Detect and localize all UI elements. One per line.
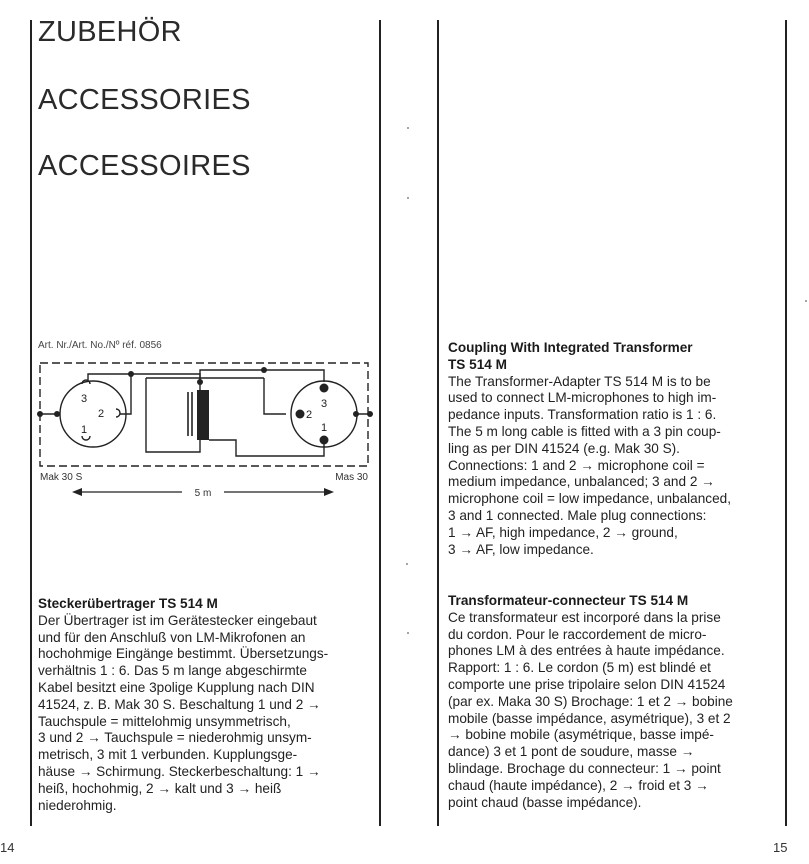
wire-right-pin2: [264, 378, 286, 414]
english-line: medium impedance, unbalanced; 3 and 2 →: [448, 474, 715, 490]
german-line: Tauchspule = mittelohmig unsymmetrisch,: [38, 713, 291, 729]
french-line: mobile (basse impédance, asymétrique), 3 et 2: [448, 710, 731, 726]
transformer-coil: [197, 390, 209, 440]
cable-length-label: 5 m: [194, 488, 212, 499]
french-line: Ce transformateur est incorporé dans la prise: [448, 609, 721, 625]
english-line: The 5 m long cable is fitted with a 3 pin coup-: [448, 423, 721, 439]
english-line: 3 → AF, low impedance.: [448, 541, 594, 557]
german-line: heiß, hochohmig, 2 → kalt und 3 → heiß: [38, 780, 282, 796]
english-line: Connections: 1 and 2 → microphone coil =: [448, 457, 705, 473]
title-english: ACCESSORIES: [38, 84, 251, 116]
wiring-diagram: [36, 356, 374, 502]
french-section: [448, 593, 784, 811]
junction-dot: [261, 367, 267, 373]
scan-speck: [407, 127, 409, 129]
french-line: dance) 3 et 1 pont de soudure, masse →: [448, 744, 695, 760]
german-line: metrisch, 3 mit 1 verbunden. Kupplungsge-: [38, 747, 298, 763]
german-line: Kabel besitzt eine 3polige Kupplung nach DIN: [38, 679, 315, 695]
dimension-arrow-right: [324, 488, 334, 496]
french-line: blindage. Brochage du connecteur: 1 → point: [448, 760, 721, 776]
english-line: pedance inputs. Transformation ratio is 1 : 6.: [448, 407, 717, 423]
french-line: phones LM à des entrées à haute impédance.: [448, 643, 725, 659]
english-heading: Coupling With Integrated Transformer: [448, 340, 693, 355]
left-pin1-label: 1: [81, 424, 88, 436]
english-line: microphone coil = low impedance, unbalanced,: [448, 491, 731, 507]
french-line: Rapport: 1 : 6. Le cordon (5 m) est blindé et: [448, 660, 711, 676]
right-page-right-rule: [785, 20, 787, 826]
french-heading: Transformateur-connecteur TS 514 M: [448, 593, 689, 608]
german-line: niederohmig.: [38, 797, 117, 813]
page-number-left: 14: [0, 840, 15, 855]
dimension-arrow-left: [72, 488, 82, 496]
english-line: The Transformer-Adapter TS 514 M is to be: [448, 373, 711, 389]
left-pin2-label: 2: [98, 408, 105, 420]
english-line: 1 → AF, high impedance, 2 → ground,: [448, 524, 678, 540]
german-line: hochohmige Eingänge bestimmt. Übersetzungs-: [38, 646, 329, 662]
article-number: Art. Nr./Art. No./Nº réf. 0856: [38, 340, 162, 351]
right-pin2-label: 2: [306, 409, 313, 421]
right-connector-label: Mas 30: [335, 472, 368, 483]
right-page-left-rule: [437, 20, 439, 826]
english-line: ling as per DIN 41524 (e.g. Mak 30 S).: [448, 440, 680, 456]
french-line: du cordon. Pour le raccordement de micro-: [448, 626, 707, 642]
right-pin1-label: 1: [321, 422, 328, 434]
right-pin3-dot: [320, 384, 329, 393]
right-pin1-dot: [320, 436, 329, 445]
french-line: comporte une prise tripolaire selon DIN 41524: [448, 676, 726, 692]
french-line: (par ex. Maka 30 S) Brochage: 1 et 2 → bobine: [448, 693, 733, 709]
english-line: used to connect LM-microphones to high im-: [448, 390, 717, 406]
left-connector-label: Mak 30 S: [40, 472, 83, 483]
left-pin1-hook: [82, 436, 90, 440]
german-line: und für den Anschluß von LM-Mikrofonen an: [38, 629, 306, 645]
right-pin3-label: 3: [321, 398, 328, 410]
german-line: 41524, z. B. Mak 30 S. Beschaltung 1 und 2 →: [38, 696, 321, 712]
scan-speck: [805, 300, 807, 302]
german-section: [38, 596, 378, 814]
left-page-right-rule: [379, 20, 381, 826]
left-page-left-rule: [30, 20, 32, 826]
wire-left-pin3: [88, 374, 131, 414]
french-line: → bobine mobile (asymétrique, basse impé-: [448, 727, 714, 743]
left-pin2-hook: [116, 409, 120, 417]
german-line: 3 und 2 → Tauchspule = niederohmig unsym-: [38, 730, 312, 746]
scan-speck: [407, 197, 409, 199]
right-pin2-dot: [296, 410, 305, 419]
german-line: Der Übertrager ist im Gerätestecker eingebaut: [38, 612, 317, 628]
wire-to-transformer-top: [131, 374, 200, 386]
french-line: chaud (haute impédance), 2 → froid et 3 →: [448, 777, 709, 793]
title-french: ACCESSOIRES: [38, 150, 251, 182]
left-pin3-label: 3: [81, 393, 88, 405]
title-german: ZUBEHÖR: [38, 16, 182, 48]
left-connector-body: [60, 381, 126, 447]
scan-speck: [406, 563, 408, 565]
scan-speck: [407, 632, 409, 634]
page-number-right: 15: [773, 840, 788, 855]
english-heading-model: TS 514 M: [448, 356, 507, 372]
german-heading: Steckerübertrager TS 514 M: [38, 596, 218, 611]
german-line: häuse → Schirmung. Steckerbeschaltung: 1 →: [38, 763, 321, 779]
french-line: point chaud (basse impédance).: [448, 794, 642, 810]
english-section: [448, 340, 784, 558]
english-line: 3 and 1 connected. Male plug connections:: [448, 507, 707, 523]
german-line: verhältnis 1 : 6. Das 5 m lange abgeschirmte: [38, 663, 307, 679]
